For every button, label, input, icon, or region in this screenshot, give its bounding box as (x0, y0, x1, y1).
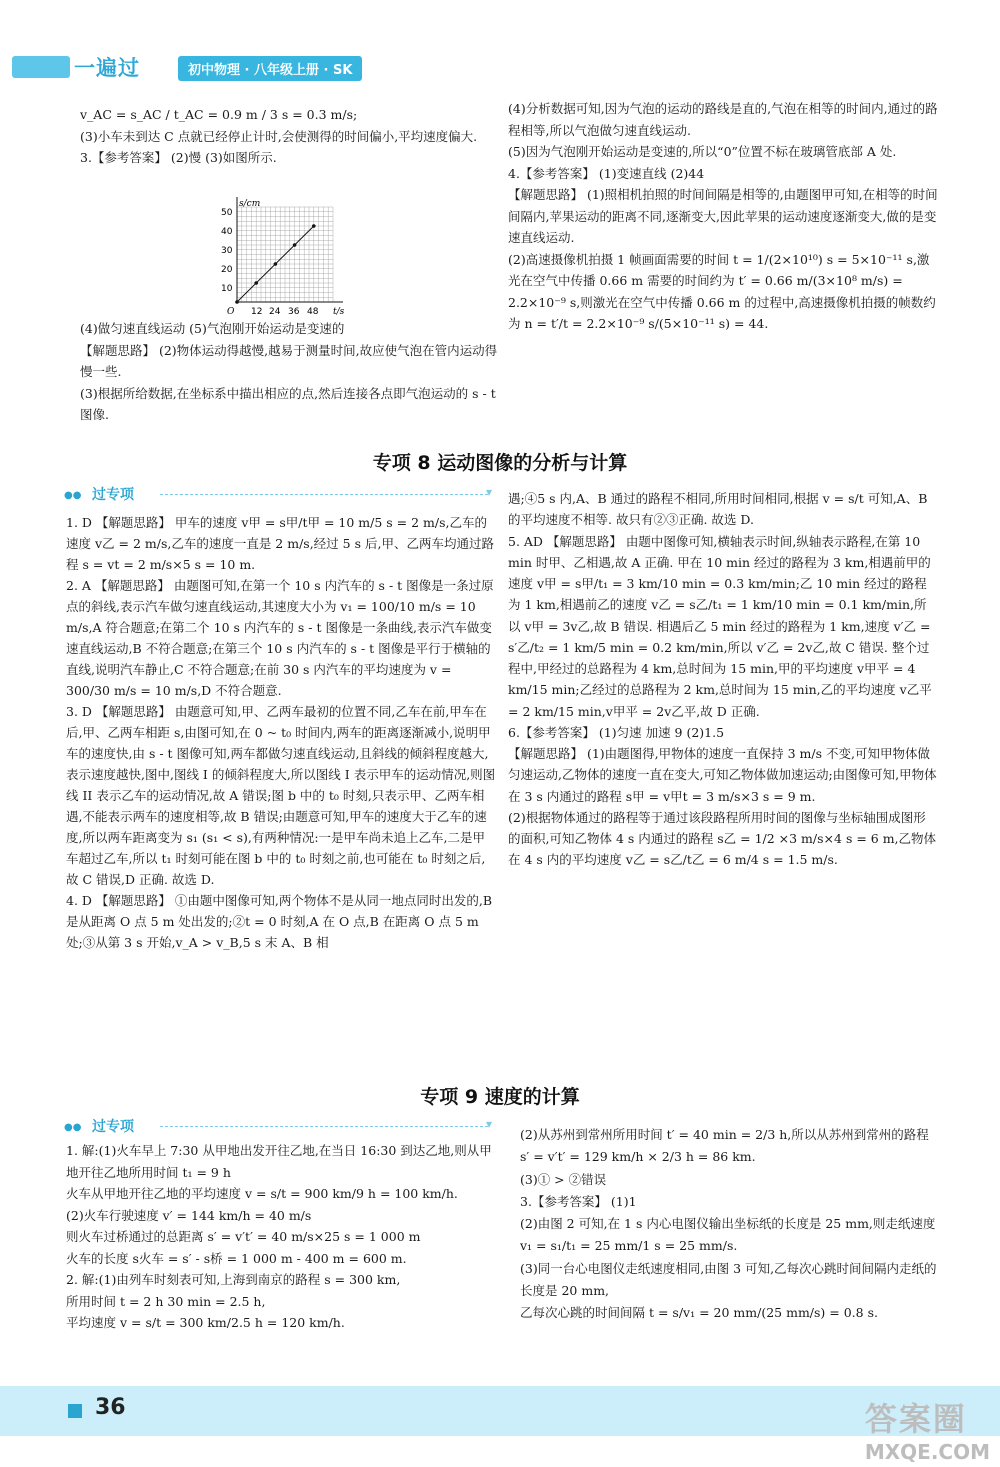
header-subtitle: 初中物理 · 八年级上册 · SK (178, 56, 362, 81)
bar-divider (160, 1126, 488, 1127)
chevron-down-icon: ▾ (485, 485, 492, 499)
header-logo: 一遍过 (74, 56, 140, 80)
text-line: 【解题思路】 (2)物体运动得越慢,越易于测量时间,故应使气泡在管内运动得慢一些. (80, 342, 498, 379)
text-line: (4)做匀速直线运动 (5)气泡刚开始运动是变速的 (80, 321, 345, 336)
section-9-bar-label: 过专项 (92, 1119, 134, 1135)
answer-item: 火车从甲地开往乙地的平均速度 v = s/t = 900 km/9 h = 100 km/h. (66, 1186, 458, 1201)
answer-item: (2)火车行驶速度 v′ = 144 km/h = 40 m/s (66, 1207, 312, 1223)
y-tick-label: 40 (221, 227, 233, 237)
page-number: 36 (95, 1395, 126, 1420)
answer-item: 所用时间 t = 2 h 30 min = 2.5 h, (66, 1293, 266, 1309)
answer-item: 2. A 【解题思路】 由题图可知,在第一个 10 s 内汽车的 s - t 图像是一条过原点的斜线,表示汽车做匀速直线运动,其速度大小为 v₁ = 100/10 m/s = 10 m/s,A 符合题意;在第二个 10 s 内汽车的 s - t 图像是一条曲线,表示汽车做变速直线运动,B 不符合题意;在第三个 10 s 内汽车的 s - t 图像是平行于横轴的直线,说明汽车静止,C 不符合题意;在前 30 s 内汽车的平均速度为 v = 300/30 m/s = 10 m/s,D 不符合题意. (66, 578, 494, 698)
text-line: (3)小车未到达 C 点就已经停止计时,会使测得的时间偏小,平均速度偏大. (80, 128, 478, 144)
bar-dots-icon: ●● (64, 1122, 82, 1133)
footer-square-icon (68, 1404, 82, 1418)
answer-item: 1. D 【解题思路】 甲车的速度 v甲 = s甲/t甲 = 10 m/5 s = 2 m/s,乙车的速度 v乙 = 2 m/s,乙车的速度一直是 2 m/s,经过 5 s 后,甲、乙两车均通过路程 s = vt = 2 m/s×5 s = 10 m. (66, 515, 494, 572)
section-9-title: 专项 9 速度的计算 (420, 1086, 580, 1108)
chevron-down-icon: ▾ (485, 1117, 492, 1131)
graph-ylabel: s/cm (239, 199, 261, 209)
text-line: 【解题思路】 (1)照相机拍照的时间间隔是相等的,由题图甲可知,在相等的时间间隔内,苹果运动的距离不同,逐渐变大,因此苹果的运动速度逐渐变大,做的是变速直线运动. (508, 187, 938, 245)
section-8-bar (64, 484, 492, 504)
answer-item: 火车的长度 s火车 = s′ - s桥 = 1 000 m - 400 m = 600 m. (66, 1250, 407, 1266)
answer-item: 3.【参考答案】 (1)1 (520, 1193, 637, 1209)
data-point (312, 224, 316, 228)
answer-item: 5. AD 【解题思路】 由题中图像可知,横轴表示时间,纵轴表示路程,在第 10 min 时甲、乙相遇,故 A 正确. 甲在 10 min 经过的路程为 3 km,相遇前甲的速度 v甲 = s甲/t₁ = 3 km/10 min = 0.3 km/min;乙 10 min 经过的路程为 1 km,相遇前乙的速度 v乙 = s乙/t₁ = 1 km/10 min = 0.1 km/min,所以 v甲 = 3v乙,故 B 错误. 相遇后乙 5 min 经过的路程为 1 km,速度 v′乙 = s′乙/t₂ = 1 km/5 min = 0.2 km/min,所以 v′乙 = 2v乙,故 C 错误. 整个过程中,甲经过的总路程为 4 km,总时间为 15 min,甲的平均速度 v甲平 = 4 km/15 min;乙经过的总路程为 2 km,总时间为 15 min,乙的平均速度 v乙平 = 2 km/15 min,v甲平 = 2v乙平,故 D 正确. (508, 533, 932, 719)
top-left-column-lower (80, 318, 500, 426)
section-8-bar-label: 过专项 (92, 487, 134, 503)
x-tick-label: 24 (269, 307, 281, 317)
watermark-url: MXQE.COM (864, 1440, 990, 1464)
y-tick-label: 10 (221, 284, 233, 294)
answer-item: (3)① > ②错误 (520, 1171, 607, 1187)
answer-item: 3. D 【解题思路】 由题意可知,甲、乙两车最初的位置不同,乙车在前,甲车在后,甲、乙两车相距 s,由图可知,在 0 ~ t₀ 时间内,两车的距离逐渐减小,说明甲车的速度快,由 s - t 图像可知,两车都做匀速直线运动,且斜线的倾斜程度越大,表示速度越快,图中,图线 I 的倾斜程度大,所以图线 I 表示甲车的运动情况,则图线 II 表示乙车的运动情况,故 A 错误;图 b 中的 t₀ 时刻,只表示甲、乙两车相遇,不能表示两车的速度相等,故 B 错误;由题意可知,甲车的速度大于乙车的速度,所以两车距离变为 s₁ (s₁ < s),有两种情况:一是甲车尚未追上乙车,二是甲车超过乙车,所以 t₁ 时刻可能在图 b 中的 t₀ 时刻之前,也可能在 t₀ 时刻之后,故 C 错误,D 正确. 故选 D. (66, 704, 496, 887)
text-line: (3)根据所给数据,在坐标系中描出相应的点,然后连接各点即气泡运动的 s - t 图像. (80, 385, 496, 422)
x-tick-label: 36 (288, 307, 300, 317)
answer-item: 则火车过桥通过的总距离 s′ = v′t′ = 40 m/s×25 s = 1 000 m (66, 1229, 421, 1244)
graph-origin: O (227, 307, 235, 317)
y-tick-label: 30 (221, 246, 233, 256)
data-point (235, 300, 239, 304)
answer-item: (2)由图 2 可知,在 1 s 内心电图仪输出坐标纸的长度是 25 mm,则走纸速度 v₁ = s₁/t₁ = 25 mm/1 s = 25 mm/s. (520, 1216, 936, 1254)
answer-item: 1. 解:(1)火车早上 7:30 从甲地出发开往乙地,在当日 16:30 到达乙地,则从甲地开往乙地所用时间 t₁ = 9 h (66, 1143, 492, 1180)
text-line: (5)因为气泡刚开始运动是变速的,所以“0”位置不标在玻璃管底部 A 处. (508, 144, 897, 159)
data-point (274, 262, 278, 266)
section-9-bar (64, 1116, 492, 1136)
watermark (865, 1394, 990, 1464)
watermark-text: 答案圈 (864, 1400, 967, 1438)
section-9-left (66, 1140, 496, 1334)
answer-item: 乙每次心跳的时间间隔 t = s/v₁ = 20 mm/(25 mm/s) = 0.8 s. (520, 1305, 878, 1320)
page-header (0, 52, 1000, 82)
y-tick-label: 20 (221, 265, 233, 275)
answer-item: (2)根据物体通过的路程等于通过该段路程所用时间的图像与坐标轴围成图形的面积,可知乙物体 4 s 内通过的路程 s乙 = 1/2 ×3 m/s×4 s = 6 m,乙物体在 4 s 内的平均速度 v乙 = s乙/t乙 = 6 m/4 s = 1.5 m/s. (508, 809, 937, 868)
text-line: v_AC = s_AC / t_AC = 0.9 m / 3 s = 0.3 m/s; (80, 107, 358, 122)
text-line: (4)分析数据可知,因为气泡的运动的路线是直的,气泡在相等的时间内,通过的路程相等,所以气泡做匀速直线运动. (508, 101, 938, 138)
header-tab-decoration (12, 56, 70, 78)
bar-divider (160, 494, 488, 495)
answer-item: 平均速度 v = s/t = 300 km/2.5 h = 120 km/h. (66, 1315, 345, 1330)
x-tick-label: 12 (251, 307, 263, 317)
top-right-column (508, 98, 938, 335)
answer-item: 6.【参考答案】 (1)匀速 加速 9 (2)1.5 (508, 724, 725, 740)
answer-item: (2)从苏州到常州所用时间 t′ = 40 min = 2/3 h,所以从苏州到常州的路程 s′ = v′t′ = 129 km/h × 2/3 h = 86 km. (520, 1127, 929, 1165)
answer-item: 【解题思路】 (1)由题图得,甲物体的速度一直保持 3 m/s 不变,可知甲物体做匀速运动,乙物体的速度一直在变大,可知乙物体做加速运动;由图像可知,甲物体在 3 s 内通过的路程 s甲 = v甲t = 3 m/s×3 s = 9 m. (508, 746, 937, 804)
answer-item: 遇;④5 s 内,A、B 通过的路程不相同,所用时间相同,根据 v = s/t 可知,A、B 的平均速度不相等. 故只有②③正确. 故选 D. (508, 491, 928, 528)
s-t-graph (215, 196, 355, 320)
section-8-left (66, 512, 496, 953)
answer-item: 4. D 【解题思路】 ①由题中图像可知,两个物体不是从同一地点同时出发的,B 是从距离 O 点 5 m 处出发的;②t = 0 时刻,A 在 O 点,B 在距离 O 点 5 m 处;③从第 3 s 开始,v_A > v_B,5 s 末 A、B 相 (66, 893, 493, 950)
answer-item: (3)同一台心电图仪走纸速度相同,由图 3 可知,乙每次心跳时间间隔内走纸的长度是 20 mm, (520, 1260, 937, 1298)
data-point (254, 281, 258, 285)
page-footer (0, 1386, 1000, 1436)
bar-dots-icon: ●● (64, 490, 82, 501)
answer-item: 2. 解:(1)由列车时刻表可知,上海到南京的路程 s = 300 km, (66, 1272, 401, 1287)
y-tick-label: 50 (221, 208, 233, 218)
text-line: 4.【参考答案】 (1)变速直线 (2)44 (508, 165, 705, 181)
text-line: 3.【参考答案】 (2)慢 (3)如图所示. (80, 150, 277, 165)
x-tick-label: 48 (307, 307, 319, 317)
data-point (293, 243, 297, 247)
section-8-title: 专项 8 运动图像的分析与计算 (372, 452, 628, 474)
section-8-right (508, 488, 938, 871)
section-9-right (520, 1124, 940, 1324)
graph-xlabel: t/s (333, 307, 345, 317)
text-line: (2)高速摄像机拍摄 1 帧画面需要的时间 t = 1/(2×10¹⁰) s = 5×10⁻¹¹ s,激光在空气中传播 0.66 m 需要的时间约为 t′ = 0.66 m/(3×10⁸ m/s) = 2.2×10⁻⁹ s,则激光在空气中传播 0.66 m 的过程中,高速摄像机拍摄的帧数约为 n = t′/t = 2.2×10⁻⁹ s/(5×10⁻¹¹ s) = 44. (508, 251, 936, 331)
top-left-column (80, 104, 500, 169)
